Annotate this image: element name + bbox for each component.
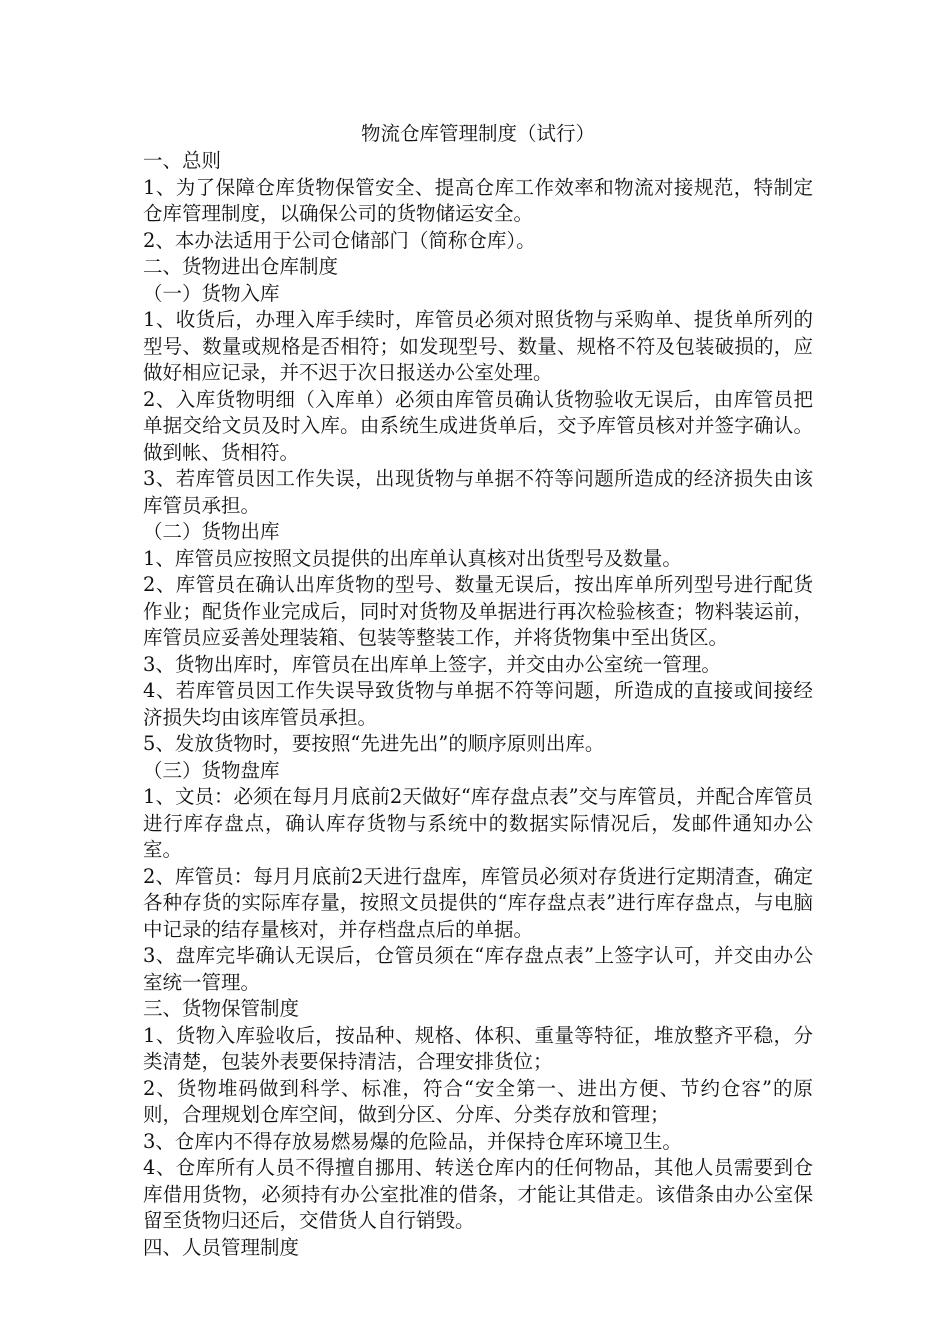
paragraph: 2、本办法适用于公司仓储部门（简称仓库）。 bbox=[143, 228, 536, 252]
paragraph: 2、库管员：每月月底前2天进行盘库，库管员必须对存货进行定期清查，确定各种存货的实际库存量，按照文员提供的“库存盘点表”进行库存盘点，与电脑中记录的结存量核对，并存档盘点后的单据。 bbox=[143, 864, 813, 941]
document-page bbox=[143, 120, 813, 1261]
paragraph: 3、仓库内不得存放易燃易爆的危险品，并保持仓库环境卫生。 bbox=[143, 1129, 682, 1153]
paragraph: 1、文员：必须在每月月底前2天做好“库存盘点表”交与库管员，并配合库管员进行库存盘点，确认库存货物与系统中的数据实际情况后，发邮件通知办公室。 bbox=[143, 785, 813, 861]
paragraph: 3、货物出库时，库管员在出库单上签字，并交由办公室统一管理。 bbox=[143, 652, 721, 676]
section-heading: 二、货物进出仓库制度 bbox=[143, 255, 339, 278]
paragraph: 1、收货后，办理入库手续时，库管员必须对照货物与采购单、提货单所列的型号、数量或规格是否相符；如发现型号、数量、规格不符及包装破损的，应做好相应记录，并不迟于次日报送办公室处理。 bbox=[143, 308, 813, 384]
paragraph: 3、若库管员因工作失误，出现货物与单据不符等问题所造成的经济损失由该库管员承担。 bbox=[143, 467, 813, 517]
paragraph: 1、为了保障仓库货物保管安全、提高仓库工作效率和物流对接规范，特制定仓库管理制度，以确保公司的货物储运安全。 bbox=[143, 175, 813, 225]
section-heading: 四、人员管理制度 bbox=[143, 1235, 300, 1259]
paragraph: 4、若库管员因工作失误导致货物与单据不符等问题，所造成的直接或间接经济损失均由该库管员承担。 bbox=[143, 679, 813, 729]
paragraph: 1、库管员应按照文员提供的出库单认真核对出货型号及数量。 bbox=[143, 546, 682, 570]
paragraph: 2、货物堆码做到科学、标准，符合“安全第一、进出方便、节约仓容”的原则，合理规划仓库空间，做到分区、分库、分类存放和管理； bbox=[143, 1076, 813, 1126]
paragraph: 3、盘库完毕确认无误后，仓管员须在“库存盘点表”上签字认可，并交由办公室统一管理。 bbox=[143, 944, 813, 994]
paragraph: 2、入库货物明细（入库单）必须由库管员确认货物验收无误后，由库管员把单据交给文员及时入库。由系统生成进货单后，交予库管员核对并签字确认。做到帐、货相符。 bbox=[143, 387, 813, 464]
paragraph: 5、发放货物时，要按照“先进先出”的顺序原则出库。 bbox=[143, 732, 605, 755]
subsection-heading: （一）货物入库 bbox=[143, 281, 280, 305]
paragraph: 1、货物入库验收后，按品种、规格、体积、重量等特征，堆放整齐平稳，分类清楚，包装外表要保持清洁，合理安排货位； bbox=[143, 1023, 813, 1073]
subsection-heading: （二）货物出库 bbox=[143, 520, 280, 543]
paragraph: 4、仓库所有人员不得擅自挪用、转送仓库内的任何物品，其他人员需要到仓库借用货物，必须持有办公室批准的借条，才能让其借走。该借条由办公室保留至货物归还后，交借货人自行销毁。 bbox=[143, 1156, 813, 1232]
document-title: 物流仓库管理制度（试行） bbox=[360, 122, 595, 145]
document-body bbox=[143, 148, 813, 1261]
section-heading: 三、货物保管制度 bbox=[143, 997, 300, 1020]
paragraph: 2、库管员在确认出库货物的型号、数量无误后，按出库单所列型号进行配货作业；配货作业完成后，同时对货物及单据进行再次检验核查；物料装运前，库管员应妥善处理装箱、包装等整装工作，并将货物集中至出货区。 bbox=[143, 573, 813, 649]
subsection-heading: （三）货物盘库 bbox=[143, 758, 280, 782]
section-heading: 一、总则 bbox=[143, 149, 222, 172]
